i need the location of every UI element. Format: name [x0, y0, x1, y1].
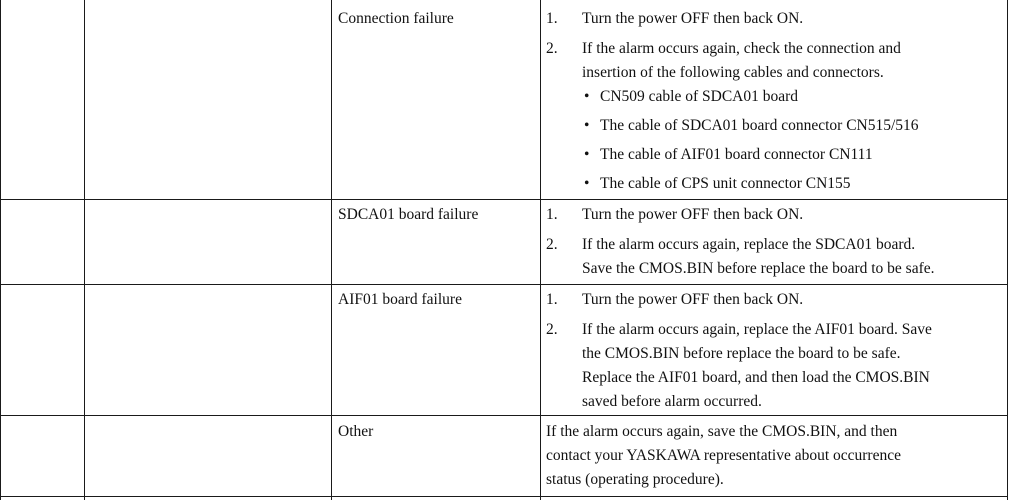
row-divider: [0, 496, 1008, 497]
step-text: saved before alarm occurred.: [582, 393, 762, 410]
step-item: [546, 203, 998, 227]
step-text: the CMOS.BIN before replace the board to be safe.: [582, 345, 901, 362]
remedy-text: If the alarm occurs again, save the CMOS.BIN, and then: [546, 423, 898, 440]
bullet-icon: •: [584, 88, 590, 105]
row-divider: [0, 415, 1008, 416]
cause-label: AIF01 board failure: [338, 291, 462, 308]
bullet-text: The cable of CPS unit connector CN155: [600, 175, 851, 192]
remedy-text: contact your YASKAWA representative about occurrence: [546, 447, 901, 464]
bullet-list: [546, 85, 998, 196]
step-text: Turn the power OFF then back ON.: [582, 206, 804, 223]
bullet-item: [582, 85, 998, 109]
remedy-cell: [546, 203, 998, 281]
step-item: [546, 233, 998, 281]
column-divider: [1007, 0, 1008, 500]
cause-cell: [338, 420, 373, 444]
column-divider: [0, 0, 1, 500]
bullet-text: The cable of SDCA01 board connector CN515/516: [600, 117, 919, 134]
step-number: 2.: [546, 236, 558, 253]
step-number: 2.: [546, 321, 558, 338]
row-divider: [0, 199, 1008, 200]
remedy-cell: [546, 420, 998, 492]
step-number: 2.: [546, 40, 558, 57]
column-divider: [331, 0, 332, 500]
remedy-text: status (operating procedure).: [546, 471, 724, 488]
bullet-icon: •: [584, 146, 590, 163]
remedy-cell: [546, 288, 998, 414]
step-number: 1.: [546, 291, 558, 308]
remedy-cell: [546, 7, 998, 196]
bullet-item: [582, 143, 998, 167]
column-divider: [84, 0, 85, 500]
step-text: Replace the AIF01 board, and then load the CMOS.BIN: [582, 369, 930, 386]
step-text: insertion of the following cables and connectors.: [582, 64, 884, 81]
step-text: Save the CMOS.BIN before replace the board to be safe.: [582, 260, 935, 277]
step-number: 1.: [546, 206, 558, 223]
step-text: Turn the power OFF then back ON.: [582, 291, 804, 308]
step-item: [546, 37, 998, 85]
cause-cell: [338, 7, 454, 31]
bullet-icon: •: [584, 117, 590, 134]
step-text: If the alarm occurs again, check the connection and: [582, 40, 901, 57]
cause-label: Connection failure: [338, 10, 454, 27]
column-divider: [540, 0, 541, 500]
step-item: [546, 288, 998, 312]
bullet-item: [582, 114, 998, 138]
cause-cell: [338, 203, 478, 227]
step-text: If the alarm occurs again, replace the AIF01 board. Save: [582, 321, 932, 338]
step-text: Turn the power OFF then back ON.: [582, 10, 804, 27]
step-text: If the alarm occurs again, replace the SDCA01 board.: [582, 236, 916, 253]
bullet-text: The cable of AIF01 board connector CN111: [600, 146, 873, 163]
step-item: [546, 318, 998, 414]
cause-label: Other: [338, 423, 374, 440]
cause-label: SDCA01 board failure: [338, 206, 479, 223]
bullet-text: CN509 cable of SDCA01 board: [600, 88, 799, 105]
step-item: [546, 7, 998, 31]
cause-cell: [338, 288, 462, 312]
bullet-item: [582, 172, 998, 196]
step-number: 1.: [546, 10, 558, 27]
row-divider: [0, 284, 1008, 285]
bullet-icon: •: [584, 175, 590, 192]
